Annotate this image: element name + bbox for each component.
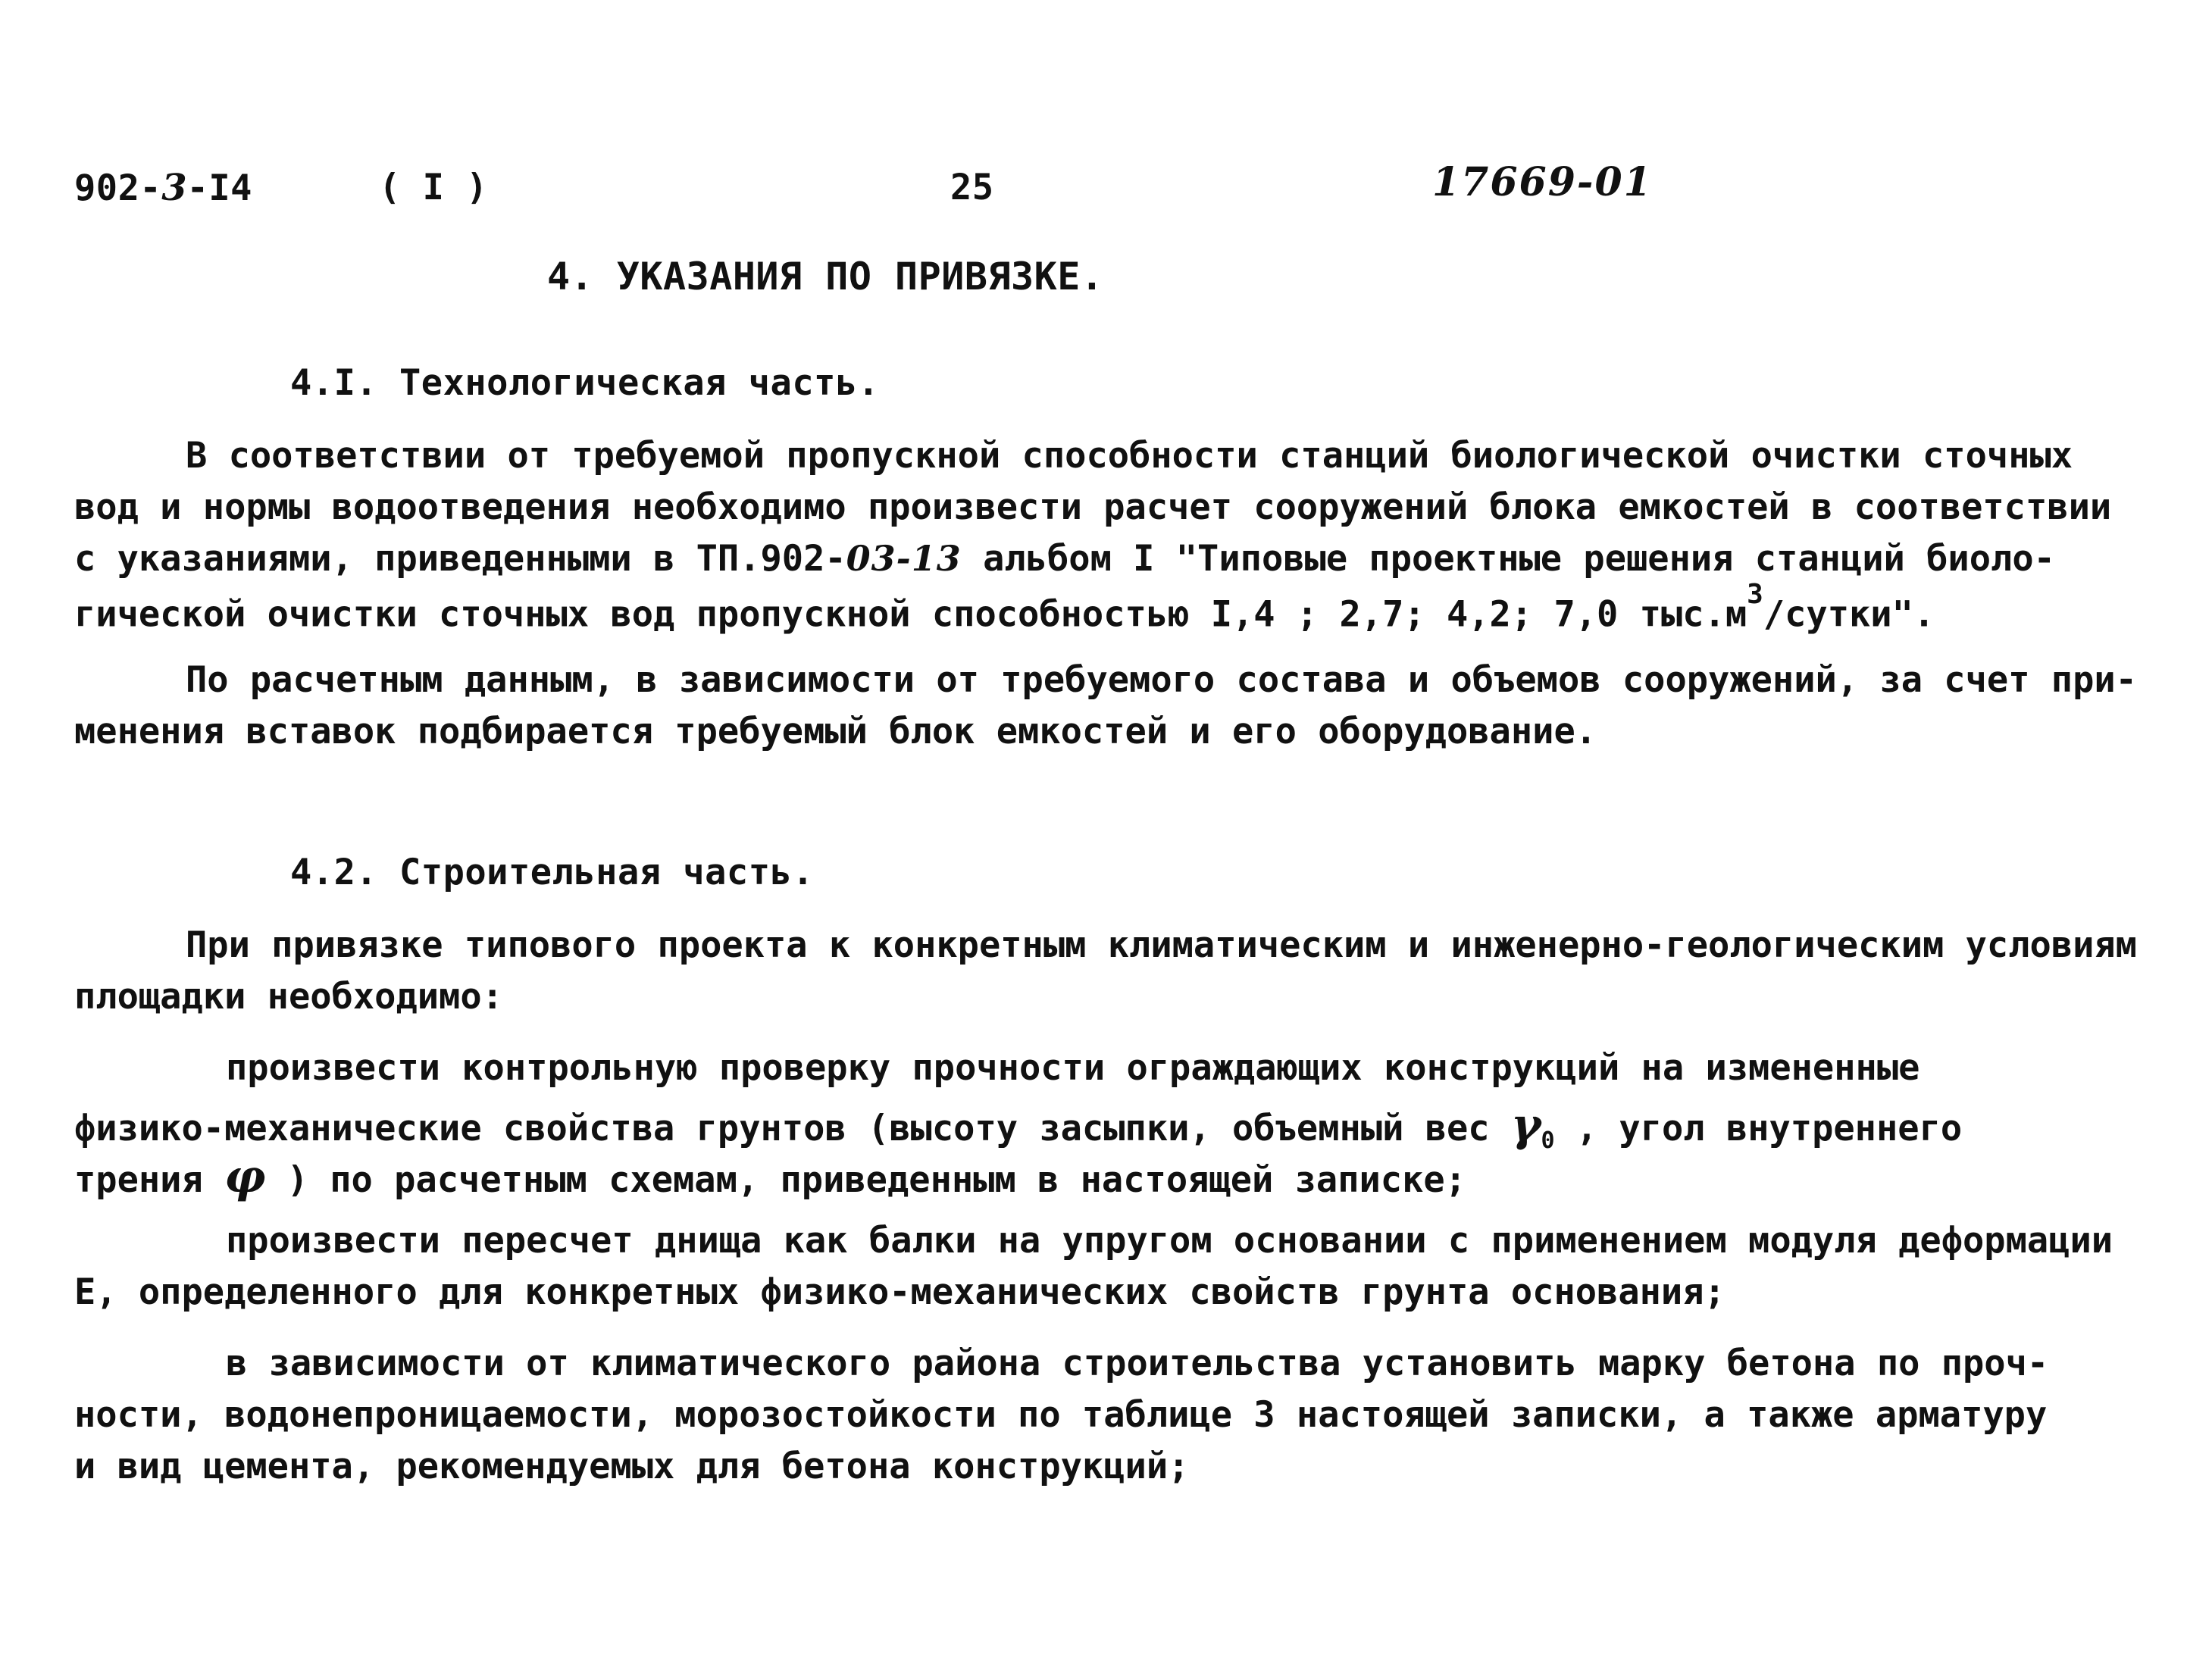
paragraph-line: [74, 579, 1935, 636]
gamma-symbol: γ: [1510, 1099, 1541, 1152]
handwritten-project-number: 03-13: [846, 538, 962, 579]
document-code: [74, 167, 252, 209]
list-item-line: произвести пересчет днища как балки на упругом основании с применением модуля деформации: [226, 1220, 2113, 1262]
list-item-line: [74, 1150, 1466, 1203]
list-item-line: Е, определенного для конкретных физико-механических свойств грунта основания;: [74, 1271, 1725, 1313]
list-item-line: и вид цемента, рекомендуемых для бетона конструкций;: [74, 1446, 1190, 1487]
phi-symbol: φ: [224, 1150, 266, 1203]
superscript-cubic: 3: [1747, 579, 1763, 610]
subsection-title-construction: 4.2. Строительная часть.: [290, 852, 815, 893]
paragraph-line: менения вставок подбирается требуемый блок емкостей и его оборудование.: [74, 711, 1597, 752]
section-title: 4. УКАЗАНИЯ ПО ПРИВЯЗКЕ.: [547, 255, 1104, 299]
paragraph-line: площадки необходимо:: [74, 976, 503, 1018]
text-fragment: альбом I "Типовые проектные решения станций биоло-: [961, 538, 2055, 580]
list-item-line: ности, водонепроницаемости, морозостойкости по таблице 3 настоящей записки, а также арматуру: [74, 1394, 2048, 1436]
text-fragment: с указаниями, приведенными в ТП.902-: [74, 538, 846, 580]
text-fragment: трения: [74, 1159, 225, 1201]
list-item-line: [74, 1099, 1962, 1152]
document-code-prefix: 902-: [74, 167, 162, 209]
document-code-suffix: -I4: [186, 167, 252, 209]
text-fragment: , угол внутреннего: [1554, 1108, 1963, 1149]
page-number: 25: [950, 167, 994, 208]
paragraph-line: По расчетным данным, в зависимости от требуемого состава и объемов сооружений, за счет при-: [186, 659, 2137, 701]
paragraph-line: В соответствии от требуемой пропускной способности станций биологической очистки сточных: [186, 435, 2073, 477]
gamma-subscript: 0: [1541, 1127, 1555, 1154]
text-fragment: /сутки".: [1763, 593, 1935, 636]
list-item-line: произвести контрольную проверку прочности ограждающих конструкций на измененные: [226, 1047, 1920, 1089]
text-fragment: ) по расчетным схемам, приведенным в настоящей записке;: [265, 1159, 1466, 1201]
document-code-handwritten-digit: 3: [161, 167, 187, 209]
paragraph-line: вод и нормы водоотведения необходимо произвести расчет сооружений блока емкостей в соответствии: [74, 486, 2112, 528]
sheet-code-handwritten: 17669-01: [1432, 159, 1653, 205]
document-part: ( I ): [379, 167, 488, 208]
paragraph-line: [74, 538, 2055, 580]
list-item-line: в зависимости от климатического района строительства установить марку бетона по проч-: [226, 1343, 2049, 1384]
text-fragment: физико-механические свойства грунтов (высоту засыпки, объемный вес: [74, 1108, 1511, 1149]
subsection-title-technological: 4.I. Технологическая часть.: [290, 362, 880, 404]
paragraph-line: При привязке типового проекта к конкретным климатическим и инженерно-геологическим условиям: [186, 924, 2137, 966]
text-fragment: гической очистки сточных вод пропускной способностью I,4 ; 2,7; 4,2; 7,0 тыс.м: [74, 593, 1747, 636]
